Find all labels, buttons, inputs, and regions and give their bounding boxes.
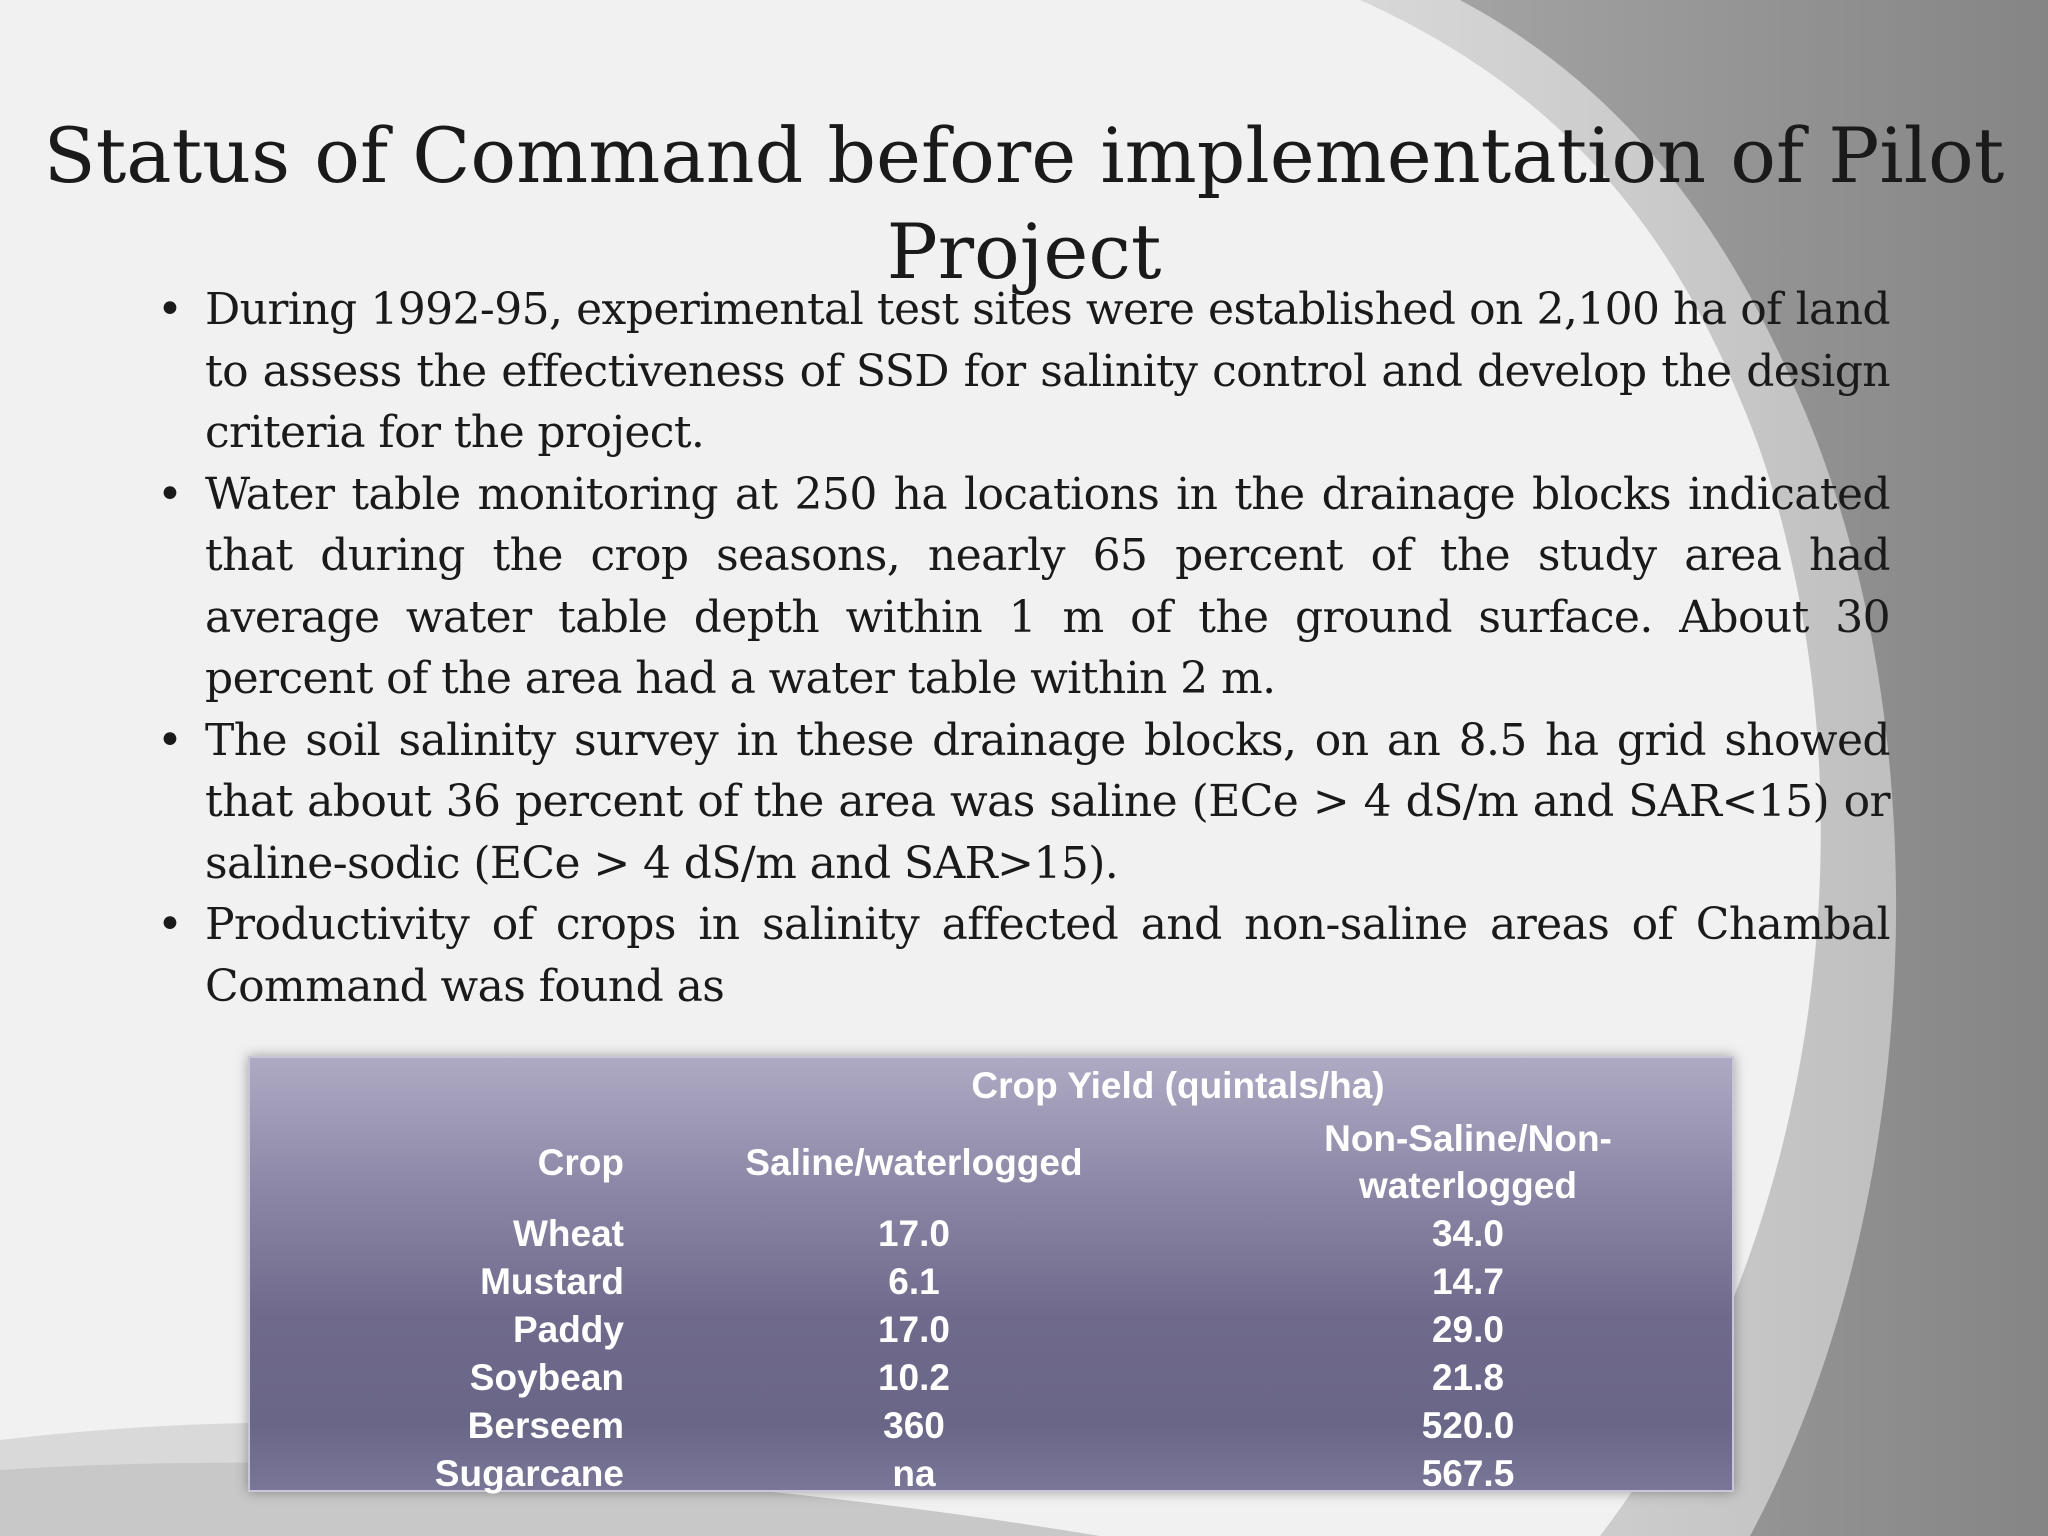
- bullet-dot: •: [157, 714, 183, 766]
- group-header: Crop Yield (quintals/ha): [971, 1065, 1385, 1106]
- bullet-text: Productivity of crops in salinity affected and non-saline areas of Chambal Command was found as: [205, 899, 1890, 1012]
- cell-saline: 17.0: [877, 1309, 950, 1350]
- bullet-dot: •: [157, 284, 183, 335]
- cell-non-saline: 567.5: [1421, 1453, 1515, 1494]
- cell-non-saline: 14.7: [1431, 1261, 1504, 1302]
- cell-crop: Soybean: [469, 1357, 624, 1398]
- cell-saline: 360: [883, 1405, 945, 1446]
- bullet-text: Water table monitoring at 250 ha locations in the drainage blocks indicated that during the crop seasons, nearly 65 percent of the study area had average water table depth within 1 m of the ground surface. About 30 percent of the area had a water table within 2 m.: [205, 468, 1890, 704]
- table-header-row: [250, 1114, 1732, 1210]
- slide-title: Status of Command before implementation of Pilot Project: [43, 111, 2005, 296]
- table-row: [250, 1450, 1732, 1498]
- header-crop: Crop: [537, 1141, 624, 1183]
- bullet-text: The soil salinity survey in these drainage blocks, on an 8.5 ha grid showed that about 36 percent of the area was saline (ECe > 4 dS/m and SAR<15) or saline-sodic (ECe > 4 dS/m and SAR>15).: [205, 714, 1890, 889]
- header-non-saline: Non-Saline/Non-waterlogged: [1324, 1118, 1612, 1206]
- cell-non-saline: 29.0: [1431, 1309, 1504, 1350]
- cell-crop: Wheat: [513, 1213, 624, 1254]
- bullet-dot: •: [157, 468, 183, 520]
- table-group-header-row: [250, 1058, 1732, 1114]
- header-saline: Saline/waterlogged: [745, 1141, 1083, 1183]
- cell-crop: Mustard: [480, 1261, 624, 1302]
- table-row: [250, 1306, 1732, 1354]
- table-row: [250, 1210, 1732, 1258]
- cell-crop: Berseem: [467, 1405, 624, 1446]
- bullet-item: [155, 279, 1890, 464]
- bullet-item: [155, 710, 1890, 895]
- bullet-text: During 1992-95, experimental test sites were established on 2,100 ha of land to assess the effectiveness of SSD for salinity control and develop the design criteria for the project.: [205, 284, 1890, 458]
- crop-yield-table: [250, 1058, 1732, 1498]
- cell-crop: Sugarcane: [434, 1453, 624, 1494]
- cell-non-saline: 34.0: [1431, 1213, 1504, 1254]
- cell-saline: 10.2: [877, 1357, 950, 1398]
- table-row: [250, 1402, 1732, 1450]
- cell-saline: 6.1: [888, 1261, 940, 1302]
- bullet-dot: •: [157, 899, 183, 950]
- crop-yield-table-panel: [248, 1056, 1734, 1492]
- bullet-item: [155, 894, 1890, 1017]
- table-row: [250, 1258, 1732, 1306]
- bullet-list: [155, 279, 1890, 1017]
- cell-saline: na: [892, 1453, 936, 1494]
- cell-crop: Paddy: [512, 1309, 624, 1350]
- table-row: [250, 1354, 1732, 1402]
- cell-non-saline: 21.8: [1431, 1357, 1504, 1398]
- empty-header-cell: [250, 1058, 624, 1114]
- cell-non-saline: 520.0: [1421, 1405, 1515, 1446]
- cell-saline: 17.0: [877, 1213, 950, 1254]
- bullet-item: [155, 464, 1890, 710]
